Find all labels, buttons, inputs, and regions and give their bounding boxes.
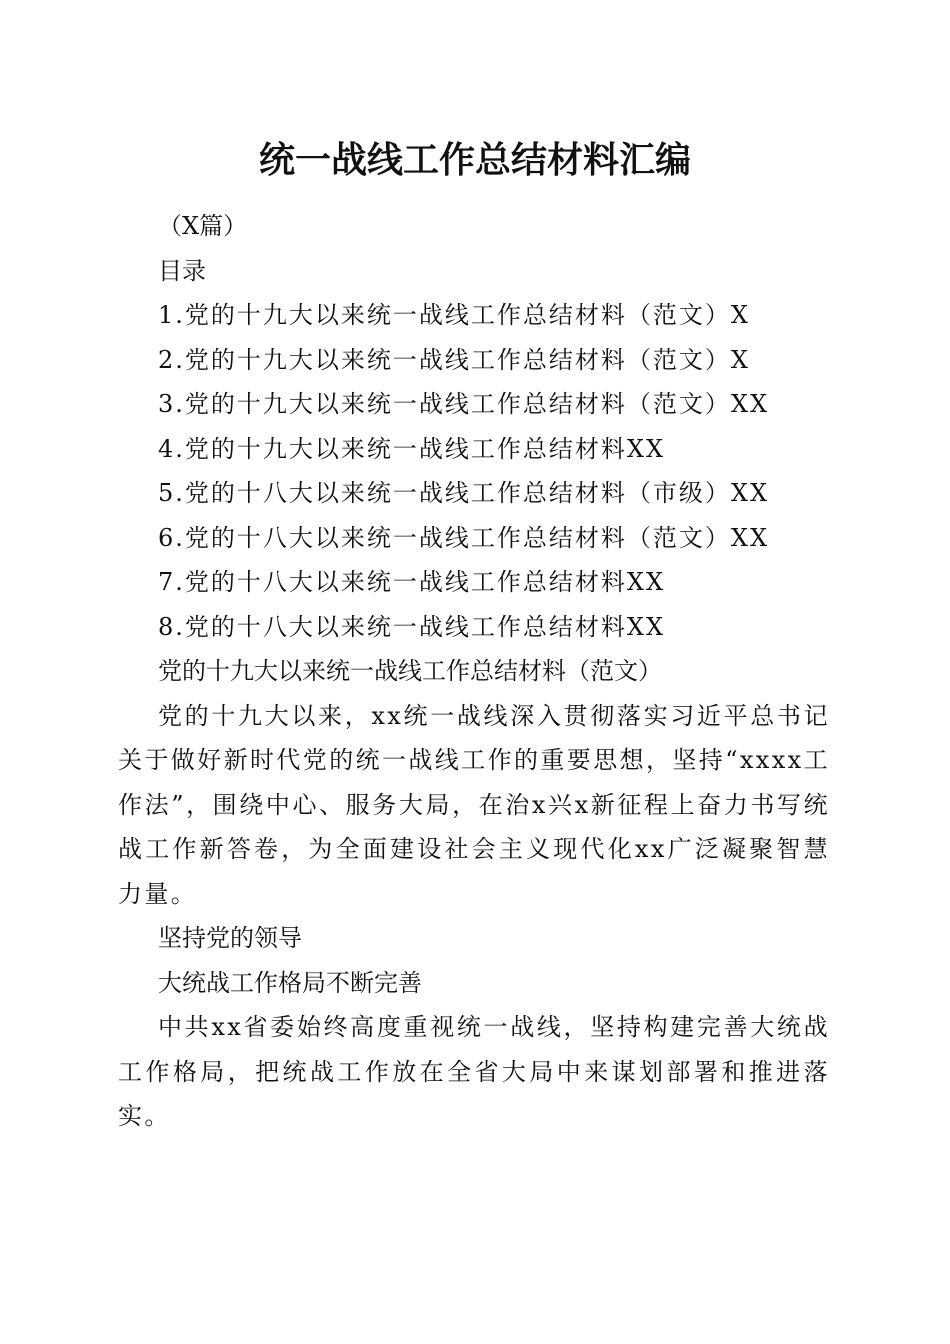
section-heading: 坚持党的领导 bbox=[158, 924, 302, 952]
toc-item: 2.党的十九大以来统一战线工作总结材料（范文）X bbox=[158, 345, 750, 374]
toc-item: 4.党的十九大以来统一战线工作总结材料XX bbox=[158, 434, 666, 463]
count-note: （X篇） bbox=[158, 212, 248, 240]
toc-heading: 目录 bbox=[158, 256, 206, 285]
toc-item: 6.党的十八大以来统一战线工作总结材料（范文）XX bbox=[158, 523, 770, 552]
toc-item: 5.党的十八大以来统一战线工作总结材料（市级）XX bbox=[158, 479, 770, 507]
table-of-contents bbox=[118, 293, 830, 649]
intro-paragraph: 党的十九大以来，xx统一战线深入贯彻落实习近平总书记关于做好新时代党的统一战线工作的重要思想，坚持“xxxx工作法”，围绕中心、服务大局，在治x兴x新征程上奋力书写统战工作新答卷，为全面建设社会主义现代化xx广泛凝聚智慧力量。 bbox=[118, 701, 831, 908]
toc-item: 3.党的十九大以来统一战线工作总结材料（范文）XX bbox=[158, 390, 770, 418]
document-body bbox=[118, 204, 830, 1139]
subsection-heading: 大统战工作格局不断完善 bbox=[158, 968, 422, 997]
document-title: 统一战线工作总结材料汇编 bbox=[258, 139, 691, 181]
body-paragraph: 中共xx省委始终高度重视统一战线，坚持构建完善大统战工作格局，把统战工作放在全省大局中来谋划部署和推进落实。 bbox=[118, 1013, 830, 1130]
toc-item: 7.党的十八大以来统一战线工作总结材料XX bbox=[158, 568, 666, 596]
article-title: 党的十九大以来统一战线工作总结材料（范文） bbox=[158, 657, 662, 685]
toc-item: 1.党的十九大以来统一战线工作总结材料（范文）X bbox=[158, 301, 750, 329]
toc-item: 8.党的十八大以来统一战线工作总结材料XX bbox=[158, 612, 666, 641]
